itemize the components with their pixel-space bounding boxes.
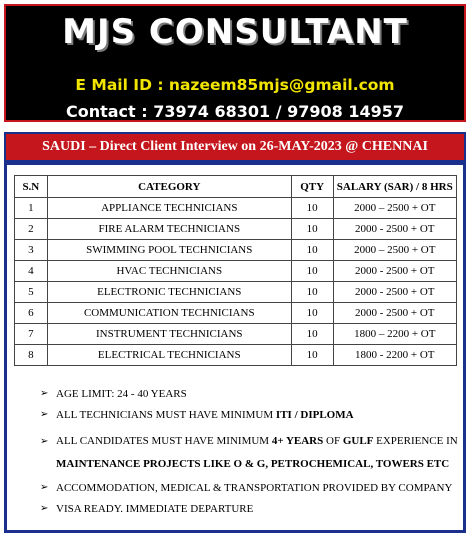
cell-category: FIRE ALARM TECHNICIANS [47, 219, 291, 240]
cell-category: APPLIANCE TECHNICIANS [47, 198, 291, 219]
cell-qty: 10 [291, 240, 333, 261]
cell-sn: 4 [15, 261, 48, 282]
cell-salary: 1800 – 2200 + OT [333, 324, 457, 345]
arrow-bullet-icon: ➢ [40, 503, 49, 514]
cell-sn: 7 [15, 324, 48, 345]
visa-text: VISA READY. IMMEDIATE DEPARTURE [56, 503, 254, 515]
cell-qty: 10 [291, 219, 333, 240]
cell-sn: 2 [15, 219, 48, 240]
table-row [15, 345, 457, 366]
cell-qty: 10 [291, 198, 333, 219]
list-item-visa [40, 503, 460, 524]
list-item-experience [40, 430, 460, 476]
experience-projects: MAINTENANCE PROJECTS LIKE O & G, PETROCHEMICAL, TOWERS ETC [56, 458, 450, 470]
header-block [4, 4, 466, 122]
cell-salary: 2000 – 2500 + OT [333, 240, 457, 261]
table-row [15, 219, 457, 240]
interview-banner: SAUDI – Direct Client Interview on 26-MAY-2023 @ CHENNAI [4, 132, 466, 162]
cell-salary: 2000 - 2500 + OT [333, 303, 457, 324]
contact-phones[interactable]: 73974 68301 / 97908 14957 [153, 102, 405, 121]
cell-category: ELECTRICAL TECHNICIANS [47, 345, 291, 366]
experience-years: 4+ YEARS [271, 435, 324, 447]
table-row [15, 303, 457, 324]
cell-sn: 3 [15, 240, 48, 261]
cell-salary: 2000 - 2500 + OT [333, 219, 457, 240]
table-header-row [15, 176, 457, 198]
cell-salary: 1800 - 2200 + OT [333, 345, 457, 366]
cell-category: INSTRUMENT TECHNICIANS [47, 324, 291, 345]
table-row [15, 282, 457, 303]
col-header-category: CATEGORY [47, 176, 291, 198]
cell-category: SWIMMING POOL TECHNICIANS [47, 240, 291, 261]
email-label: E Mail ID : [75, 76, 169, 94]
email-address[interactable]: nazeem85mjs@gmail.com [168, 76, 395, 94]
jobs-table [14, 175, 457, 366]
brand-title: MJS CONSULTANT [62, 12, 408, 52]
contact-line [6, 102, 464, 121]
table-row [15, 261, 457, 282]
age-limit-text: AGE LIMIT: 24 - 40 YEARS [56, 388, 187, 400]
experience-of: OF [323, 435, 343, 447]
arrow-bullet-icon: ➢ [40, 388, 49, 399]
requirements-list [40, 388, 460, 524]
list-item-benefits [40, 482, 460, 503]
cell-sn: 5 [15, 282, 48, 303]
cell-category: COMMUNICATION TECHNICIANS [47, 303, 291, 324]
table-row [15, 198, 457, 219]
experience-suffix: EXPERIENCE IN [373, 435, 458, 447]
cell-sn: 1 [15, 198, 48, 219]
col-header-salary: SALARY (SAR) / 8 HRS [333, 176, 457, 198]
table-row [15, 324, 457, 345]
col-header-qty: QTY [291, 176, 333, 198]
qualification-bold: ITI / DIPLOMA [275, 409, 354, 421]
arrow-bullet-icon: ➢ [40, 409, 49, 420]
benefits-text: ACCOMMODATION, MEDICAL & TRANSPORTATION PROVIDED BY COMPANY [56, 482, 453, 494]
cell-qty: 10 [291, 261, 333, 282]
cell-sn: 6 [15, 303, 48, 324]
cell-salary: 2000 - 2500 + OT [333, 282, 457, 303]
experience-gulf: GULF [342, 435, 374, 447]
cell-sn: 8 [15, 345, 48, 366]
qualification-text: ALL TECHNICIANS MUST HAVE MINIMUM [56, 409, 276, 421]
arrow-bullet-icon: ➢ [40, 436, 49, 447]
cell-qty: 10 [291, 345, 333, 366]
arrow-bullet-icon: ➢ [40, 482, 49, 493]
email-line [6, 76, 464, 94]
list-item-qualification [40, 409, 460, 430]
col-header-sn: S.N [15, 176, 48, 198]
table-row [15, 240, 457, 261]
cell-category: HVAC TECHNICIANS [47, 261, 291, 282]
cell-qty: 10 [291, 303, 333, 324]
list-item-age [40, 388, 460, 409]
cell-qty: 10 [291, 282, 333, 303]
experience-text: ALL CANDIDATES MUST HAVE MINIMUM [56, 435, 272, 447]
cell-qty: 10 [291, 324, 333, 345]
cell-salary: 2000 - 2500 + OT [333, 261, 457, 282]
contact-label: Contact : [65, 102, 154, 121]
cell-salary: 2000 – 2500 + OT [333, 198, 457, 219]
cell-category: ELECTRONIC TECHNICIANS [47, 282, 291, 303]
